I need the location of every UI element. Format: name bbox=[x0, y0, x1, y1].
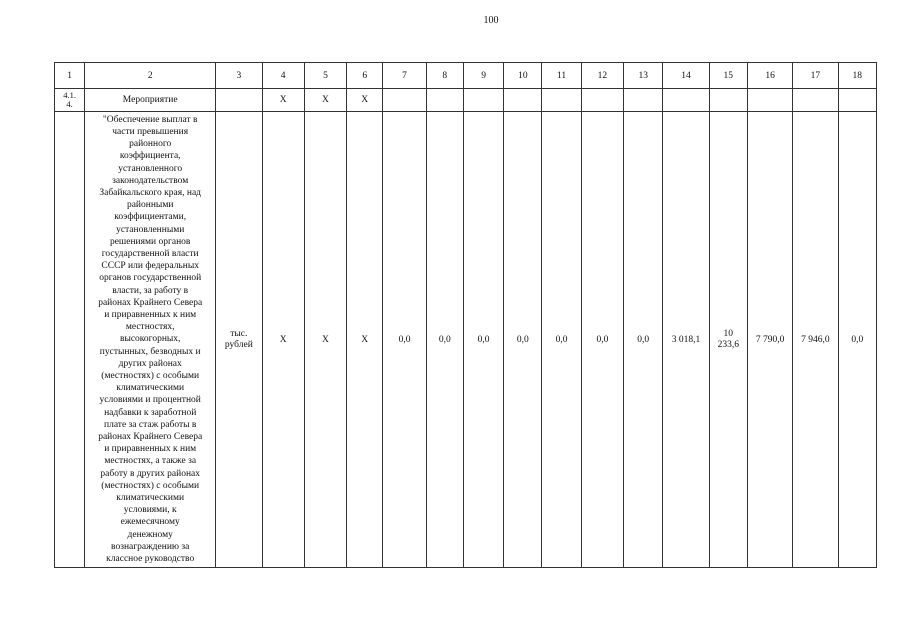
description-line: других районах bbox=[118, 358, 182, 369]
cell-col10: 0,0 bbox=[504, 112, 542, 568]
description-line: "Обеспечение выплат в bbox=[102, 114, 198, 125]
empty-cell bbox=[542, 89, 581, 112]
header-cell: 2 bbox=[85, 63, 216, 89]
description-line: условиями, к bbox=[123, 505, 177, 516]
description-line: власти, за работу в bbox=[112, 285, 189, 296]
description-line: денежному bbox=[127, 529, 173, 540]
unit-cell: тыс. рублей bbox=[216, 112, 262, 568]
empty-cell bbox=[463, 89, 503, 112]
header-cell: 4 bbox=[262, 63, 304, 89]
cell-col16: 7 790,0 bbox=[747, 112, 792, 568]
header-cell: 11 bbox=[542, 63, 581, 89]
cell-col15: 10 233,6 bbox=[709, 112, 747, 568]
cell-col11: 0,0 bbox=[542, 112, 581, 568]
description-line: государственной власти bbox=[101, 248, 199, 259]
header-cell: 8 bbox=[426, 63, 463, 89]
table-row-measure bbox=[55, 89, 877, 112]
empty-cell bbox=[624, 89, 663, 112]
description-line: органов государственной bbox=[99, 273, 202, 284]
empty-cell bbox=[426, 89, 463, 112]
cell-col7: 0,0 bbox=[383, 112, 426, 568]
header-cell: 9 bbox=[463, 63, 503, 89]
header-cell: 3 bbox=[216, 63, 262, 89]
description-line: условиями и процентной bbox=[99, 395, 201, 406]
header-cell: 17 bbox=[793, 63, 838, 89]
cell-col5: X bbox=[304, 89, 346, 112]
header-cell: 16 bbox=[747, 63, 792, 89]
empty-cell bbox=[55, 112, 85, 568]
description-line: части превышения bbox=[112, 126, 189, 137]
header-cell: 5 bbox=[304, 63, 346, 89]
description-line: районах Крайнего Севера bbox=[98, 297, 203, 308]
description-line: Забайкальского края, над bbox=[99, 187, 202, 198]
header-cell: 6 bbox=[347, 63, 383, 89]
description-line: местностях, bbox=[125, 322, 175, 333]
description-line: установленными bbox=[116, 224, 185, 235]
description-line: местностях, а также за bbox=[104, 456, 197, 467]
empty-cell bbox=[504, 89, 542, 112]
cell-col6: X bbox=[347, 112, 383, 568]
cell-col5: X bbox=[304, 112, 346, 568]
budget-table bbox=[54, 62, 877, 568]
header-cell: 14 bbox=[663, 63, 709, 89]
empty-cell bbox=[383, 89, 426, 112]
cell-col13: 0,0 bbox=[624, 112, 663, 568]
description-line: (местностях) с особыми bbox=[101, 480, 200, 491]
empty-cell bbox=[747, 89, 792, 112]
cell-col3 bbox=[216, 89, 262, 112]
description-line: решениями органов bbox=[109, 236, 191, 247]
description-line: вознаграждению за bbox=[111, 541, 190, 552]
description-line: коэффициентами, bbox=[114, 212, 187, 223]
empty-cell bbox=[709, 89, 747, 112]
cell-col8: 0,0 bbox=[426, 112, 463, 568]
header-cell: 18 bbox=[838, 63, 876, 89]
description-line: установленного bbox=[118, 163, 183, 174]
description-line: классное руководство bbox=[106, 554, 195, 565]
empty-cell bbox=[838, 89, 876, 112]
row-name: Мероприятие bbox=[85, 89, 216, 112]
description-line: законодательством bbox=[112, 175, 189, 186]
description-line: районными bbox=[126, 200, 174, 211]
row-description bbox=[85, 112, 216, 568]
description-line: климатическими bbox=[116, 383, 185, 394]
header-cell: 13 bbox=[624, 63, 663, 89]
header-cell: 10 bbox=[504, 63, 542, 89]
header-cell: 12 bbox=[581, 63, 623, 89]
description-line: (местностях) с особыми bbox=[101, 371, 200, 381]
cell-col14: 3 018,1 bbox=[663, 112, 709, 568]
empty-cell bbox=[581, 89, 623, 112]
cell-col9: 0,0 bbox=[463, 112, 503, 568]
cell-col12: 0,0 bbox=[581, 112, 623, 568]
cell-col4: X bbox=[262, 89, 304, 112]
table-row-detail bbox=[55, 112, 877, 568]
description-line: и приравненных к ним bbox=[104, 309, 197, 320]
description-line: надбавки к заработной bbox=[104, 407, 197, 418]
description-line: работу в других районах bbox=[100, 468, 200, 479]
empty-cell bbox=[793, 89, 838, 112]
page-number: 100 bbox=[483, 15, 499, 26]
description-line: и приравненных к ним bbox=[104, 444, 197, 455]
description-line: СССР или федеральных bbox=[101, 261, 199, 272]
header-cell: 7 bbox=[383, 63, 426, 89]
header-row bbox=[55, 63, 877, 89]
header-cell: 15 bbox=[709, 63, 747, 89]
description-line: районах Крайнего Севера bbox=[98, 432, 203, 443]
cell-col18: 0,0 bbox=[838, 112, 876, 568]
description-line: районного bbox=[129, 139, 172, 150]
description-line: плате за стаж работы в bbox=[104, 419, 197, 430]
row-code: 4.1. 4. bbox=[55, 89, 85, 112]
header-cell: 1 bbox=[55, 63, 85, 89]
description-line: высокогорных, bbox=[119, 334, 181, 345]
cell-col17: 7 946,0 bbox=[793, 112, 838, 568]
description-line: коэффициента, bbox=[119, 151, 181, 162]
description-line: климатическими bbox=[116, 493, 185, 504]
description-line: пустынных, безводных и bbox=[99, 346, 201, 357]
cell-col6: X bbox=[347, 89, 383, 112]
empty-cell bbox=[663, 89, 709, 112]
description-line: ежемесячному bbox=[120, 517, 180, 528]
cell-col4: X bbox=[262, 112, 304, 568]
